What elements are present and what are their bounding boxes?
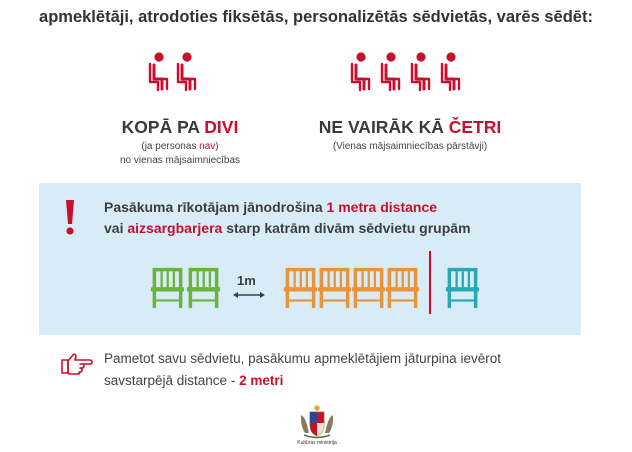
chair-icon [150, 263, 185, 313]
chair-icon [445, 263, 480, 313]
bottom-line2-prefix: savstarpējā distance - [104, 373, 240, 388]
seated-person-icon [410, 52, 432, 92]
notice-line1 [104, 197, 471, 218]
pointing-hand-icon [58, 352, 94, 376]
right-group-note: (Vienas mājsaimniecības pārstāvji) [332, 141, 488, 152]
page-heading: apmeklētāji, atrodoties fiksētās, personalizētās sēdvietās, varēs sēdēt: [39, 8, 593, 26]
seated-person-icon [148, 52, 170, 92]
left-title-prefix: KOPĀ PA [121, 117, 205, 137]
left-title-highlight: DIVI [204, 117, 239, 137]
chair-icon [317, 263, 352, 313]
notice-text [104, 197, 471, 239]
bottom-line2 [104, 370, 501, 392]
seating-pair-icons [146, 50, 202, 94]
notice-line2-highlight: aizsargbarjera [127, 220, 223, 236]
seated-person-icon [380, 52, 402, 92]
chair-icon [385, 263, 420, 313]
notice-line2-suffix: starp katrām divām sēdvietu grupām [222, 220, 471, 236]
seated-person-icon [176, 52, 198, 92]
chair-icon [283, 263, 318, 313]
chair-icon [186, 263, 221, 313]
distance-label: 1m [237, 273, 256, 288]
bottom-text [104, 348, 501, 392]
bottom-line1: Pametot savu sēdvietu, pasākumu apmeklētājiem jāturpina ievērot [104, 351, 501, 366]
chair-icon [351, 263, 386, 313]
notice-line1-text: Pasākuma rīkotājam jānodrošina [104, 199, 327, 215]
exclamation-icon [63, 198, 77, 236]
right-title-highlight: ČETRI [448, 117, 502, 137]
left-note-line2: no vienas mājsaimniecības [119, 155, 241, 166]
left-note-line1: (ja personas nav) [141, 141, 219, 152]
seated-person-icon [440, 52, 462, 92]
right-group-title [300, 117, 520, 138]
seating-four-icons [348, 50, 468, 94]
notice-line2-prefix: vai [104, 220, 128, 236]
left-group-title [90, 117, 270, 138]
logo-text: Kultūras ministrija [297, 440, 337, 446]
coat-of-arms-icon [296, 405, 338, 439]
left-note-prefix: (ja personas [141, 141, 200, 152]
double-arrow-icon [232, 290, 266, 300]
notice-line2 [104, 218, 471, 239]
bottom-line2-highlight: 2 metri [239, 373, 284, 388]
ministry-logo [296, 405, 338, 449]
left-group-note [90, 140, 270, 168]
notice-line1-highlight: 1 metra distance [326, 199, 438, 215]
right-title-prefix: NE VAIRĀK KĀ [318, 117, 449, 137]
seated-person-icon [350, 52, 372, 92]
barrier-divider [429, 251, 431, 314]
left-note-highlight: nav [199, 141, 216, 152]
